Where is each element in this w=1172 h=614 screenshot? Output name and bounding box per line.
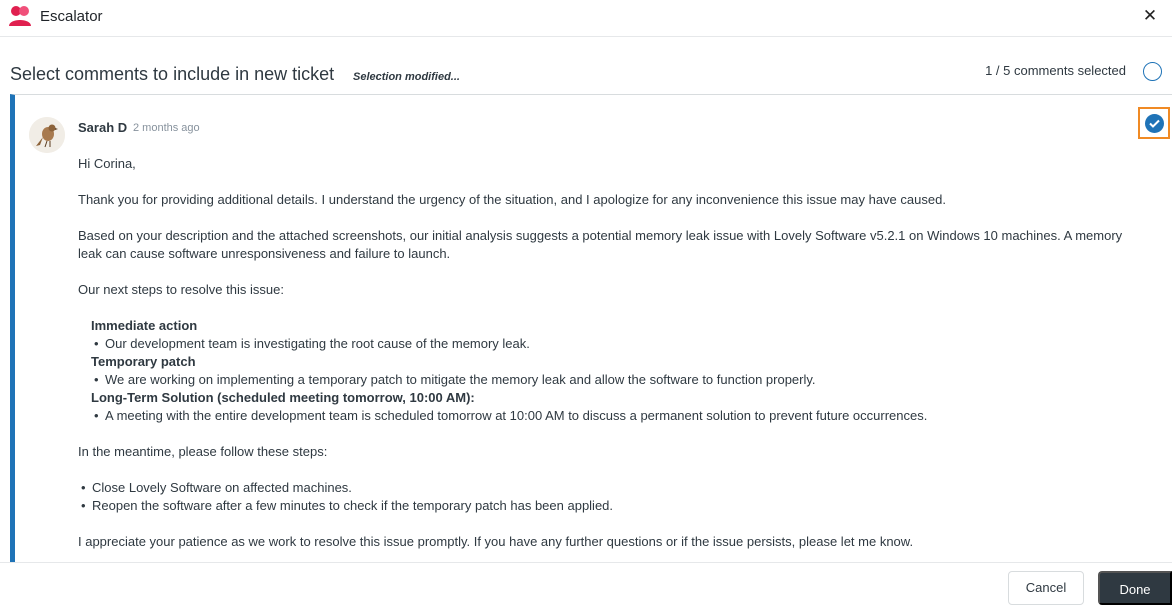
comment-paragraph: Based on your description and the attached screenshots, our initial analysis suggests a potential memory leak issue with Lovely Software v5.2.1 on Windows 10 machines. A memory leak can cause software unresponsiveness and failure to launch. bbox=[78, 228, 1123, 261]
next-steps-list bbox=[91, 317, 1138, 425]
selected-count: 1 / 5 comments selected bbox=[985, 63, 1126, 78]
step-detail: • We are working on implementing a temporary patch to mitigate the memory leak and allow the software to function properly. bbox=[91, 371, 1138, 389]
list-item: • Reopen the software after a few minutes to check if the temporary patch has been applied. bbox=[78, 497, 1138, 515]
comment-closing: I appreciate your patience as we work to resolve this issue promptly. If you have any further questions or if the issue persists, please let me know. bbox=[78, 534, 914, 549]
dialog-footer bbox=[0, 562, 1172, 614]
step-heading: Immediate action bbox=[91, 318, 198, 333]
comment-card bbox=[10, 94, 1172, 562]
close-icon[interactable]: ✕ bbox=[1142, 6, 1158, 25]
comment-timestamp: 2 months ago bbox=[133, 122, 200, 134]
comment-select-checkbox[interactable] bbox=[1138, 107, 1170, 139]
avatar bbox=[29, 117, 65, 153]
empty-circle-icon[interactable] bbox=[1143, 62, 1162, 81]
comment-paragraph: Thank you for providing additional details. I understand the urgency of the situation, and I apologize for any inconvenience this issue may have caused. bbox=[78, 192, 946, 207]
step-detail: • Our development team is investigating the root cause of the memory leak. bbox=[91, 335, 1138, 353]
cancel-button[interactable]: Cancel bbox=[1008, 571, 1084, 605]
bird-avatar-icon bbox=[29, 117, 65, 153]
step-heading: Long-Term Solution (scheduled meeting tomorrow, 10:00 AM): bbox=[91, 390, 475, 405]
meantime-intro: In the meantime, please follow these steps: bbox=[78, 444, 328, 459]
selection-status-note: Selection modified... bbox=[353, 71, 460, 83]
next-steps-intro: Our next steps to resolve this issue: bbox=[78, 282, 284, 297]
meantime-list bbox=[78, 479, 1138, 515]
app-bar bbox=[0, 0, 1172, 37]
done-button[interactable]: Done bbox=[1098, 571, 1172, 605]
check-circle-icon bbox=[1145, 114, 1164, 133]
comment-author: Sarah D bbox=[78, 120, 128, 135]
step-heading: Temporary patch bbox=[91, 354, 196, 369]
app-title: Escalator bbox=[40, 8, 103, 25]
comment-body bbox=[78, 155, 1138, 562]
escalator-logo-icon bbox=[8, 5, 32, 27]
page-title: Select comments to include in new ticket bbox=[10, 64, 335, 84]
step-detail: • A meeting with the entire development team is scheduled tomorrow at 10:00 AM to discuss a permanent solution to prevent future occurrences. bbox=[91, 407, 1138, 425]
list-item: • Close Lovely Software on affected machines. bbox=[78, 479, 1138, 497]
comment-greeting: Hi Corina, bbox=[78, 156, 136, 171]
